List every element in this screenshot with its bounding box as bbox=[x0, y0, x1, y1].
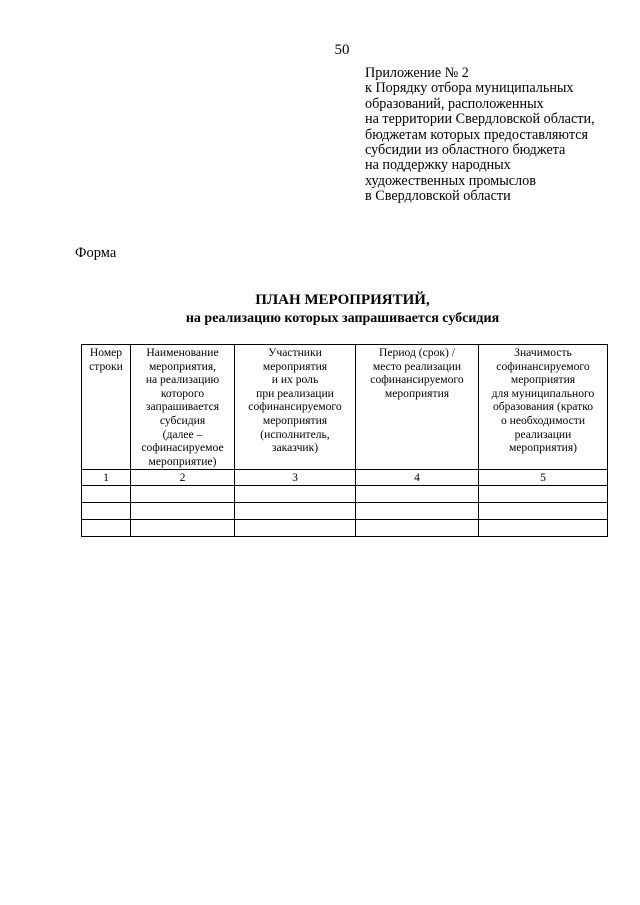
header-line: Период (срок) / bbox=[379, 346, 455, 359]
appendix-line: на поддержку народных bbox=[365, 157, 511, 174]
header-line: софинансируемого bbox=[370, 373, 464, 387]
table-row bbox=[82, 486, 608, 503]
header-line: для муниципального bbox=[491, 386, 595, 400]
header-line: Наименование bbox=[146, 346, 219, 359]
header-line: Значимость bbox=[514, 346, 572, 359]
table-cell[interactable] bbox=[82, 520, 131, 537]
column-number: 1 bbox=[82, 470, 131, 486]
header-line: образования (кратко bbox=[492, 400, 594, 414]
header-line: место реализации bbox=[372, 359, 462, 373]
header-event-name bbox=[131, 345, 235, 470]
appendix-line: в Свердловской области bbox=[365, 188, 511, 205]
header-line: строки bbox=[89, 359, 123, 373]
header-line: о необходимости bbox=[500, 413, 586, 427]
header-period-place bbox=[356, 345, 479, 470]
column-number: 4 bbox=[356, 470, 479, 486]
table-cell[interactable] bbox=[131, 503, 235, 520]
plan-title: ПЛАН МЕРОПРИЯТИЙ, bbox=[255, 292, 430, 308]
header-line: софинасируемое bbox=[141, 441, 224, 455]
header-line: Участники bbox=[268, 346, 322, 359]
header-line: запрашивается bbox=[145, 400, 220, 414]
header-line: которого bbox=[160, 386, 205, 400]
table-row bbox=[82, 503, 608, 520]
header-line: субсидия bbox=[159, 413, 206, 427]
appendix-line: субсидии из областного бюджета bbox=[365, 142, 566, 159]
header-line: мероприятия) bbox=[508, 441, 578, 455]
appendix-line: бюджетам которых предоставляются bbox=[365, 126, 589, 143]
header-line: софинансируемого bbox=[496, 359, 590, 373]
header-line: мероприятия bbox=[384, 386, 450, 400]
table-cell[interactable] bbox=[356, 486, 479, 503]
page-number: 50 bbox=[334, 42, 350, 58]
table-cell[interactable] bbox=[479, 486, 608, 503]
header-participants bbox=[235, 345, 356, 470]
table-header-row bbox=[82, 345, 608, 470]
appendix-line: к Порядку отбора муниципальных bbox=[365, 80, 574, 97]
table-cell[interactable] bbox=[235, 503, 356, 520]
table-cell[interactable] bbox=[479, 503, 608, 520]
appendix-line: образований, расположенных bbox=[365, 95, 544, 112]
table-cell[interactable] bbox=[479, 520, 608, 537]
table-cell[interactable] bbox=[235, 486, 356, 503]
appendix-block bbox=[365, 66, 625, 205]
table-cell[interactable] bbox=[235, 520, 356, 537]
header-significance bbox=[479, 345, 608, 470]
header-line: (исполнитель, bbox=[260, 427, 330, 441]
appendix-line: художественных промыслов bbox=[365, 172, 536, 189]
plan-subtitle: на реализацию которых запрашивается субсидия bbox=[185, 311, 500, 326]
header-row-number bbox=[82, 345, 131, 470]
appendix-line: на территории Свердловской области, bbox=[365, 111, 595, 128]
header-line: софинансируемого bbox=[248, 400, 342, 414]
header-line: мероприятия, bbox=[148, 359, 217, 373]
header-line: при реализации bbox=[256, 386, 334, 400]
column-number-row bbox=[82, 470, 608, 486]
column-number: 3 bbox=[235, 470, 356, 486]
header-line: реализации bbox=[514, 427, 572, 441]
header-line: мероприятия bbox=[262, 413, 328, 427]
column-number: 2 bbox=[131, 470, 235, 486]
table-cell[interactable] bbox=[82, 503, 131, 520]
table-cell[interactable] bbox=[131, 520, 235, 537]
plan-table bbox=[81, 344, 608, 537]
form-label: Форма bbox=[75, 245, 117, 261]
table-cell[interactable] bbox=[356, 503, 479, 520]
header-line: заказчик) bbox=[271, 441, 319, 455]
header-line: (далее – bbox=[162, 427, 203, 441]
header-line: мероприятие) bbox=[148, 454, 217, 468]
header-line: и их роль bbox=[271, 373, 319, 387]
table-row bbox=[82, 520, 608, 537]
table-cell[interactable] bbox=[82, 486, 131, 503]
appendix-line: Приложение № 2 bbox=[365, 65, 469, 81]
column-number: 5 bbox=[479, 470, 608, 486]
header-line: мероприятия bbox=[262, 359, 328, 373]
header-line: на реализацию bbox=[145, 373, 220, 387]
header-line: мероприятия bbox=[510, 373, 576, 387]
header-line: Номер bbox=[89, 346, 123, 359]
table-cell[interactable] bbox=[131, 486, 235, 503]
table-cell[interactable] bbox=[356, 520, 479, 537]
